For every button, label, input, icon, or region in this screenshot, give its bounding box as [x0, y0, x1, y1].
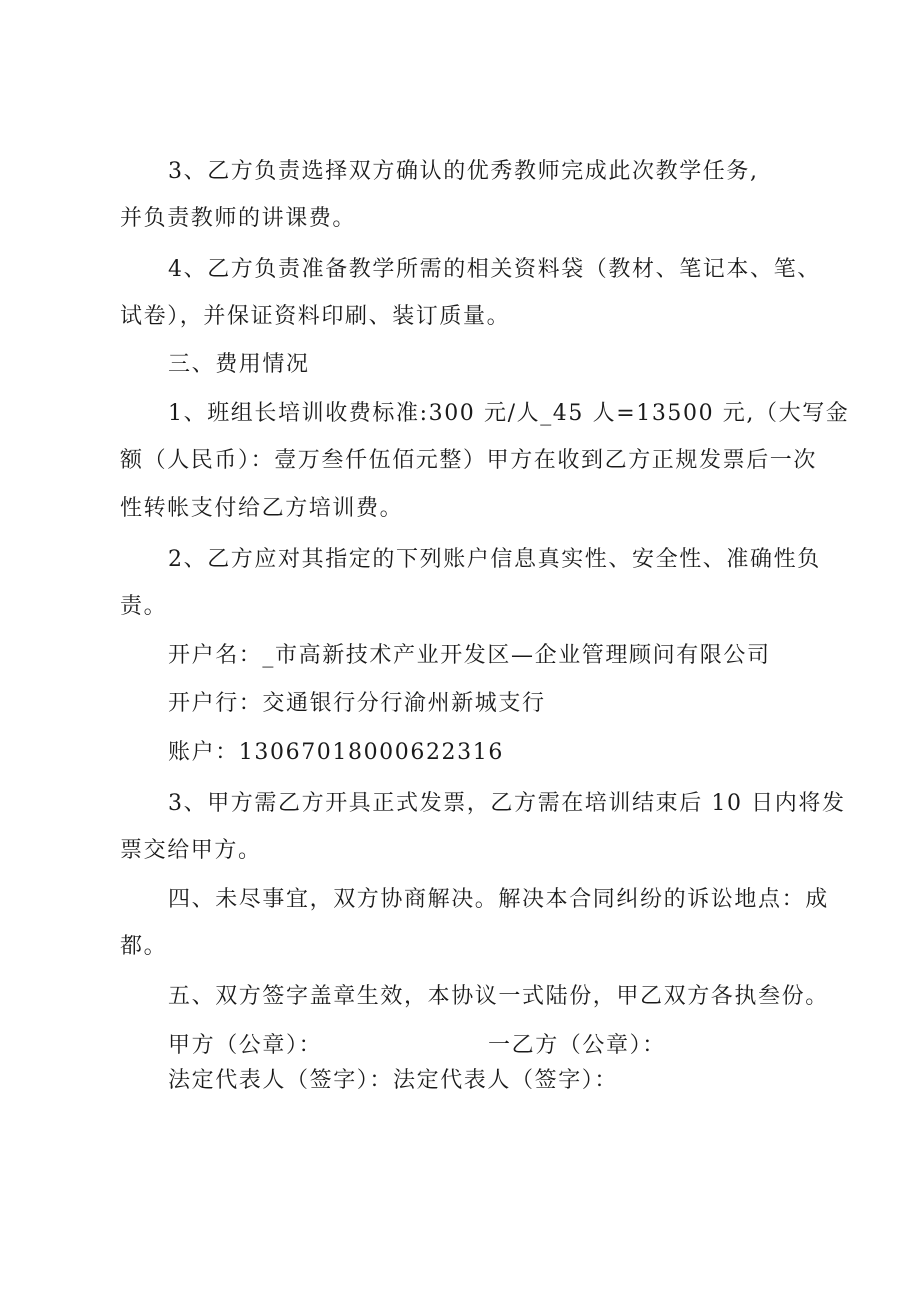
account-bank: 开户行：交通银行分行渝州新城支行: [168, 691, 546, 716]
party-b-seal: 一乙方（公章）：: [488, 1033, 666, 1058]
account-name: 开户名：_市高新技术产业开发区—企业管理顾问有限公司: [168, 643, 771, 668]
item4-line2: 试卷），并保证资料印刷、装订质量。: [120, 304, 511, 329]
item4-line1: 4、乙方负责准备教学所需的相关资料袋（教材、笔记本、笔、: [168, 257, 821, 282]
fee3-line2: 票交给甲方。: [120, 838, 262, 863]
section4-line2: 都。: [120, 934, 168, 959]
fee3-line1: 3、甲方需乙方开具正式发票，乙方需在培训结束后 10 日内将发: [168, 791, 846, 816]
account-number: 账户：13067018000622316: [168, 740, 504, 765]
item3-line1: 3、乙方负责选择双方确认的优秀教师完成此次教学任务,: [168, 159, 759, 184]
section3-heading: 三、费用情况: [168, 352, 310, 377]
section5: 五、双方签字盖章生效，本协议一式陆份，甲乙双方各执叁份。: [168, 984, 829, 1009]
party-a-seal: 甲方（公章）：: [168, 1033, 323, 1058]
fee1-line2: 额（人民币）：壹万叁仟伍佰元整）甲方在收到乙方正规发票后一次: [120, 448, 818, 473]
fee2-line2: 责。: [120, 594, 168, 619]
section4-line1: 四、未尽事宜，双方协商解决。解决本合同纠纷的诉讼地点：成: [168, 887, 829, 912]
item3-line2: 并负责教师的讲课费。: [120, 206, 357, 231]
fee2-line1: 2、乙方应对其指定的下列账户信息真实性、安全性、准确性负: [168, 547, 821, 572]
fee1-line3: 性转帐支付给乙方培训费。: [120, 496, 404, 521]
fee1-line1: 1、班组长培训收费标准:300 元/人_45 人=13500 元,（大写金: [168, 401, 850, 426]
legal-representatives: 法定代表人（签字）：法定代表人（签字）：: [168, 1068, 619, 1093]
